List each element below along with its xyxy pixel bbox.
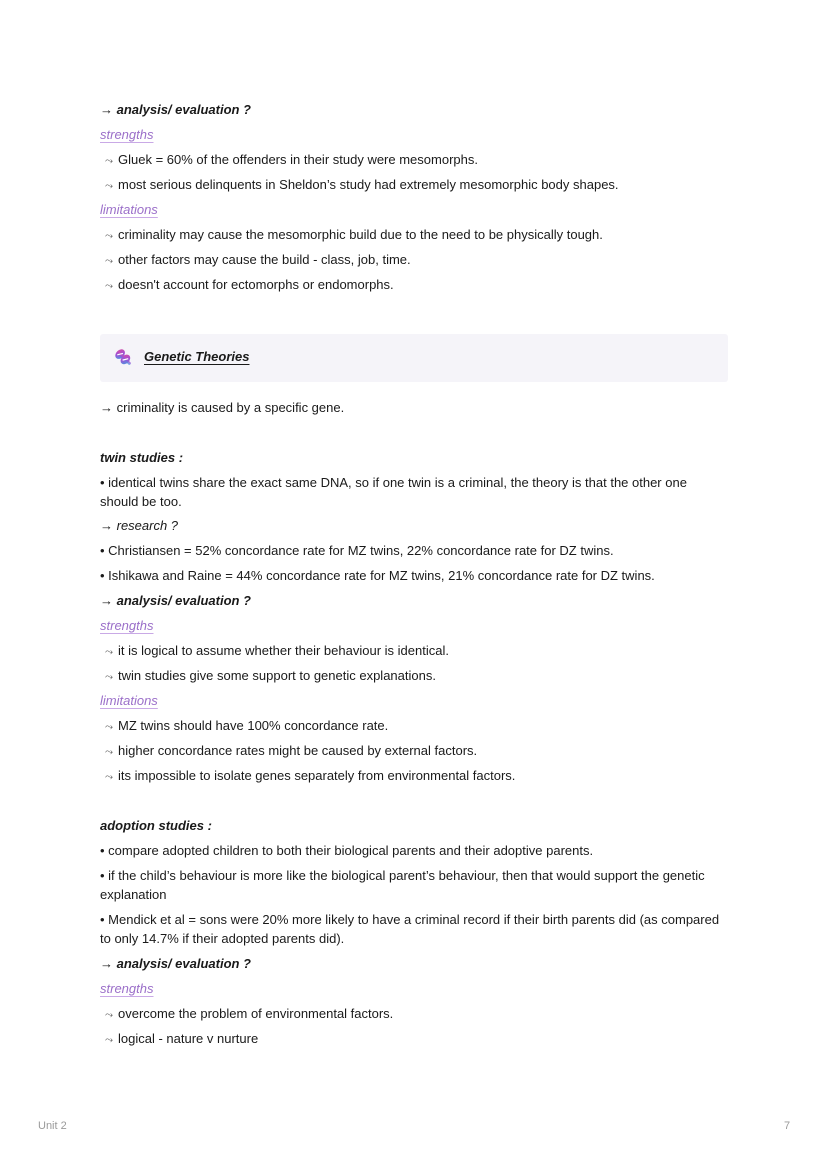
list-item: • if the child’s behaviour is more like the biological parent’s behaviour, then that would support the genetic explanation bbox=[100, 868, 705, 902]
limitations-label: limitations bbox=[100, 693, 158, 708]
page-number: 7 bbox=[784, 1120, 791, 1132]
list-item: • compare adopted children to both their biological parents and their adoptive parents. bbox=[100, 843, 594, 858]
list-item: ⤳ doesn't account for ectomorphs or endomorphs. bbox=[100, 275, 728, 296]
squiggle-arrow-icon: ⤳ bbox=[105, 722, 113, 733]
squiggle-arrow-icon: ⤳ bbox=[105, 156, 113, 167]
list-item: ⤳ its impossible to isolate genes separately from environmental factors. bbox=[100, 766, 728, 787]
strengths-label: strengths bbox=[100, 981, 154, 996]
footer-unit-label: Unit 2 bbox=[38, 1120, 67, 1132]
eval-heading: → analysis/ evaluation ? bbox=[100, 956, 251, 971]
list-item: ⤳ logical - nature v nurture bbox=[100, 1029, 728, 1050]
list-item: • Ishikawa and Raine = 44% concordance rate for MZ twins, 21% concordance rate for DZ twins. bbox=[100, 568, 655, 583]
adoption-studies-heading: adoption studies : bbox=[100, 818, 212, 833]
squiggle-arrow-icon: ⤳ bbox=[105, 772, 113, 783]
list-item: • Mendick et al = sons were 20% more likely to have a criminal record if their birth parents did (as compared to only 14.7% if their adopted parents did). bbox=[100, 912, 720, 946]
callout-title: Genetic Theories bbox=[144, 349, 250, 364]
dna-icon bbox=[112, 346, 136, 370]
strengths-label: strengths bbox=[100, 618, 154, 633]
intro-text: → criminality is caused by a specific gene. bbox=[100, 400, 345, 415]
list-item: ⤳ criminality may cause the mesomorphic build due to the need to be physically tough. bbox=[100, 225, 728, 246]
genetic-theories-callout bbox=[100, 334, 728, 382]
list-item: ⤳ twin studies give some support to genetic explanations. bbox=[100, 666, 728, 687]
list-item: ⤳ Gluek = 60% of the offenders in their study were mesomorphs. bbox=[100, 150, 728, 171]
squiggle-arrow-icon: ⤳ bbox=[105, 256, 113, 267]
twin-studies-heading: twin studies : bbox=[100, 450, 184, 465]
squiggle-arrow-icon: ⤳ bbox=[105, 672, 113, 683]
list-item: • identical twins share the exact same DNA, so if one twin is a criminal, the theory is that the other one should be too. bbox=[100, 475, 687, 509]
squiggle-arrow-icon: ⤳ bbox=[105, 281, 113, 292]
squiggle-arrow-icon: ⤳ bbox=[105, 231, 113, 242]
squiggle-arrow-icon: ⤳ bbox=[105, 647, 113, 658]
squiggle-arrow-icon: ⤳ bbox=[105, 181, 113, 192]
list-item: ⤳ other factors may cause the build - class, job, time. bbox=[100, 250, 728, 271]
squiggle-arrow-icon: ⤳ bbox=[105, 1035, 113, 1046]
list-item: ⤳ overcome the problem of environmental factors. bbox=[100, 1004, 728, 1025]
eval-heading: → analysis/ evaluation ? bbox=[100, 102, 251, 117]
research-heading: → research ? bbox=[100, 518, 179, 533]
squiggle-arrow-icon: ⤳ bbox=[105, 747, 113, 758]
eval-heading: → analysis/ evaluation ? bbox=[100, 593, 251, 608]
strengths-label: strengths bbox=[100, 127, 154, 142]
list-item: ⤳ MZ twins should have 100% concordance rate. bbox=[100, 716, 728, 737]
list-item: ⤳ most serious delinquents in Sheldon’s study had extremely mesomorphic body shapes. bbox=[100, 175, 728, 196]
list-item: • Christiansen = 52% concordance rate for MZ twins, 22% concordance rate for DZ twins. bbox=[100, 543, 614, 558]
list-item: ⤳ higher concordance rates might be caused by external factors. bbox=[100, 741, 728, 762]
squiggle-arrow-icon: ⤳ bbox=[105, 1010, 113, 1021]
list-item: ⤳ it is logical to assume whether their behaviour is identical. bbox=[100, 641, 728, 662]
limitations-label: limitations bbox=[100, 202, 158, 217]
